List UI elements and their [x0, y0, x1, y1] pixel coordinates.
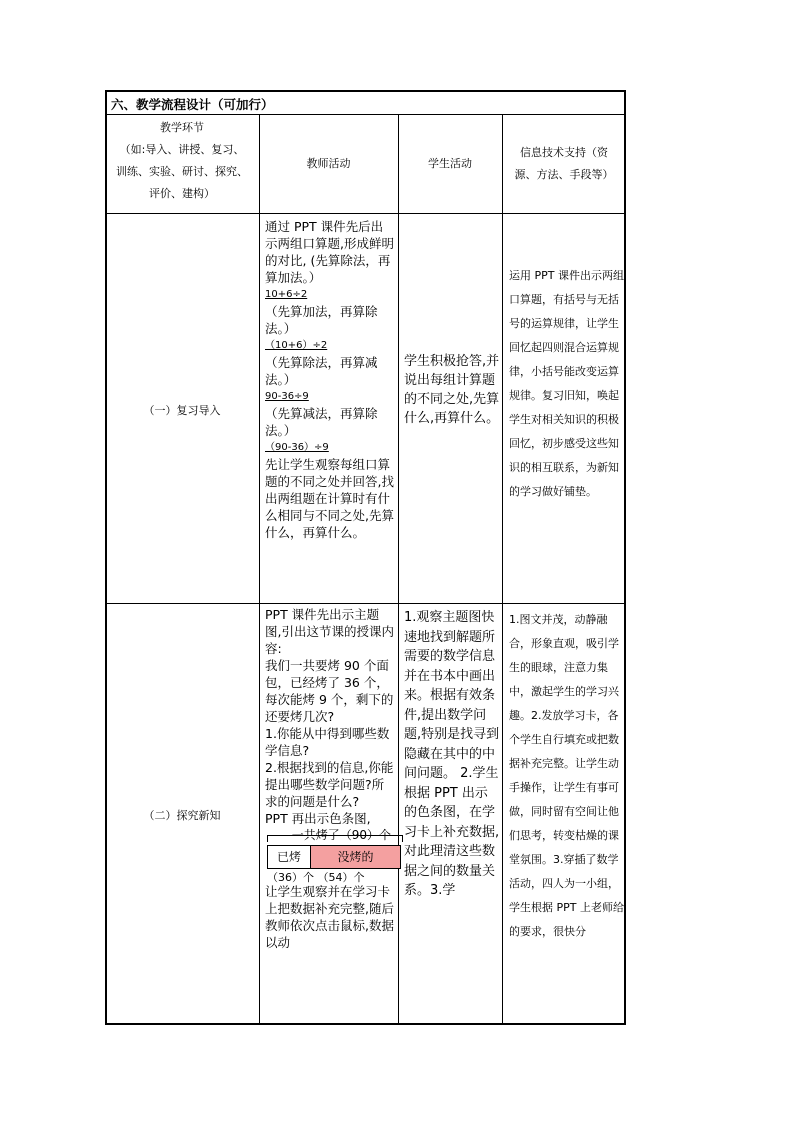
teacher-text: PPT 课件先出示主题图,引出这节课的授课内容:	[265, 607, 394, 656]
bar-counts-label: （36）个 （54）个	[267, 871, 365, 884]
expression: （10+6）÷2	[265, 340, 328, 351]
teacher-text: 1.你能从中得到哪些数学信息?	[265, 726, 390, 758]
color-bar-diagram	[265, 827, 395, 883]
teacher-activity-2	[265, 606, 395, 951]
col-divider-1	[259, 114, 260, 1025]
bar-baked-segment: 已烤	[268, 846, 311, 868]
header-stage-line: 训练、实验、研讨、探究、	[116, 165, 248, 178]
col-divider-3	[502, 114, 503, 1025]
bar-unbaked-segment: 没烤的	[311, 846, 400, 868]
header-student: 学生活动	[428, 157, 472, 170]
stage-review-intro: （一）复习导入	[143, 404, 221, 417]
teacher-text: 2.根据找到的信息,你能提出哪些数学问题?所求的问题是什么?	[265, 760, 394, 809]
student-activity-1: 学生积极抢答,并说出每组计算题的不同之处,先算什么,再算什么。	[404, 354, 500, 426]
header-stage	[105, 117, 259, 205]
bar-bracket	[267, 835, 403, 842]
teacher-text: （先算减法，再算除法。）	[265, 406, 378, 438]
expression: （90-36）÷9	[265, 442, 329, 453]
color-bar	[267, 845, 401, 869]
header-info	[502, 142, 626, 186]
header-stage-line: 评价、建构）	[149, 187, 215, 200]
teacher-text: 通过 PPT 课件先后出示两组口算题,形成鲜明的对比, (先算除法，再算加法。）	[265, 219, 394, 285]
teacher-activity-1	[265, 218, 395, 541]
lesson-flow-table	[105, 90, 626, 1025]
header-stage-line: 教学环节	[160, 121, 204, 134]
bar-total-label: 一共烤了（90）个	[291, 828, 391, 842]
expression: 90-36÷9	[265, 391, 309, 402]
student-activity-2: 1.观察主题图快速地找到解题所需要的数学信息并在书本中画出来。根据有效条件,提出数学问题,特别是找寻到隐藏在其中的中间问题。 2.学生根据 PPT 出示的色条图，在学习卡上补充数据,对此理清这些数据之间的数量关系。3.学	[404, 610, 500, 898]
stage-explore-new: （二）探究新知	[143, 809, 221, 822]
section-title: 六、教学流程设计（可加行）	[111, 97, 274, 112]
header-info-line: 源、方法、手段等）	[514, 168, 614, 181]
header-stage-line: （如:导入、讲授、复习、	[119, 143, 245, 156]
header-teacher: 教师活动	[306, 157, 351, 170]
teacher-text: （先算除法，再算减法。）	[265, 355, 378, 387]
expression: 10+6÷2	[265, 289, 308, 300]
teacher-text: 我们一共要烤 90 个面包，已经烤了 36 个，每次能烤 9 个，剩下的还要烤几次?	[265, 658, 394, 724]
title-divider	[105, 114, 626, 115]
header-divider	[105, 213, 626, 214]
teacher-text: 让学生观察并在学习卡上把数据补充完整,随后教师依次点击鼠标,数据以动	[265, 884, 394, 950]
teacher-text: PPT 再出示色条图,	[265, 811, 371, 826]
tech-support-1: 运用 PPT 课件出示两组口算题，有括号与无括号的运算规律，让学生回忆起四则混合运算规律，小括号能改变运算规律。复习旧知，唤起学生对相关知识的积极回忆，初步感受这些知识的相互联系，为新知的学习做好铺垫。	[509, 269, 624, 498]
row-divider	[105, 603, 626, 604]
teacher-text: （先算加法，再算除法。）	[265, 304, 378, 336]
header-info-line: 信息技术支持（资	[520, 146, 608, 159]
teacher-text: 先让学生观察每组口算题的不同之处并回答,找出两组题在计算时有什么相同与不同之处,先算什么，再算什么。	[265, 457, 394, 540]
tech-support-2: 1.图文并茂，动静融合，形象直观，吸引学生的眼球，注意力集中，激起学生的学习兴趣。2.发放学习卡，各个学生自行填充或把数据补充完整。让学生动手操作，让学生有事可做，同时留有空间让他们思考，转变枯燥的课堂氛围。3.穿插了数学活动，四人为一小组，学生根据 PPT 上老师给的要求，很快分	[509, 613, 624, 938]
col-divider-2	[398, 114, 399, 1025]
